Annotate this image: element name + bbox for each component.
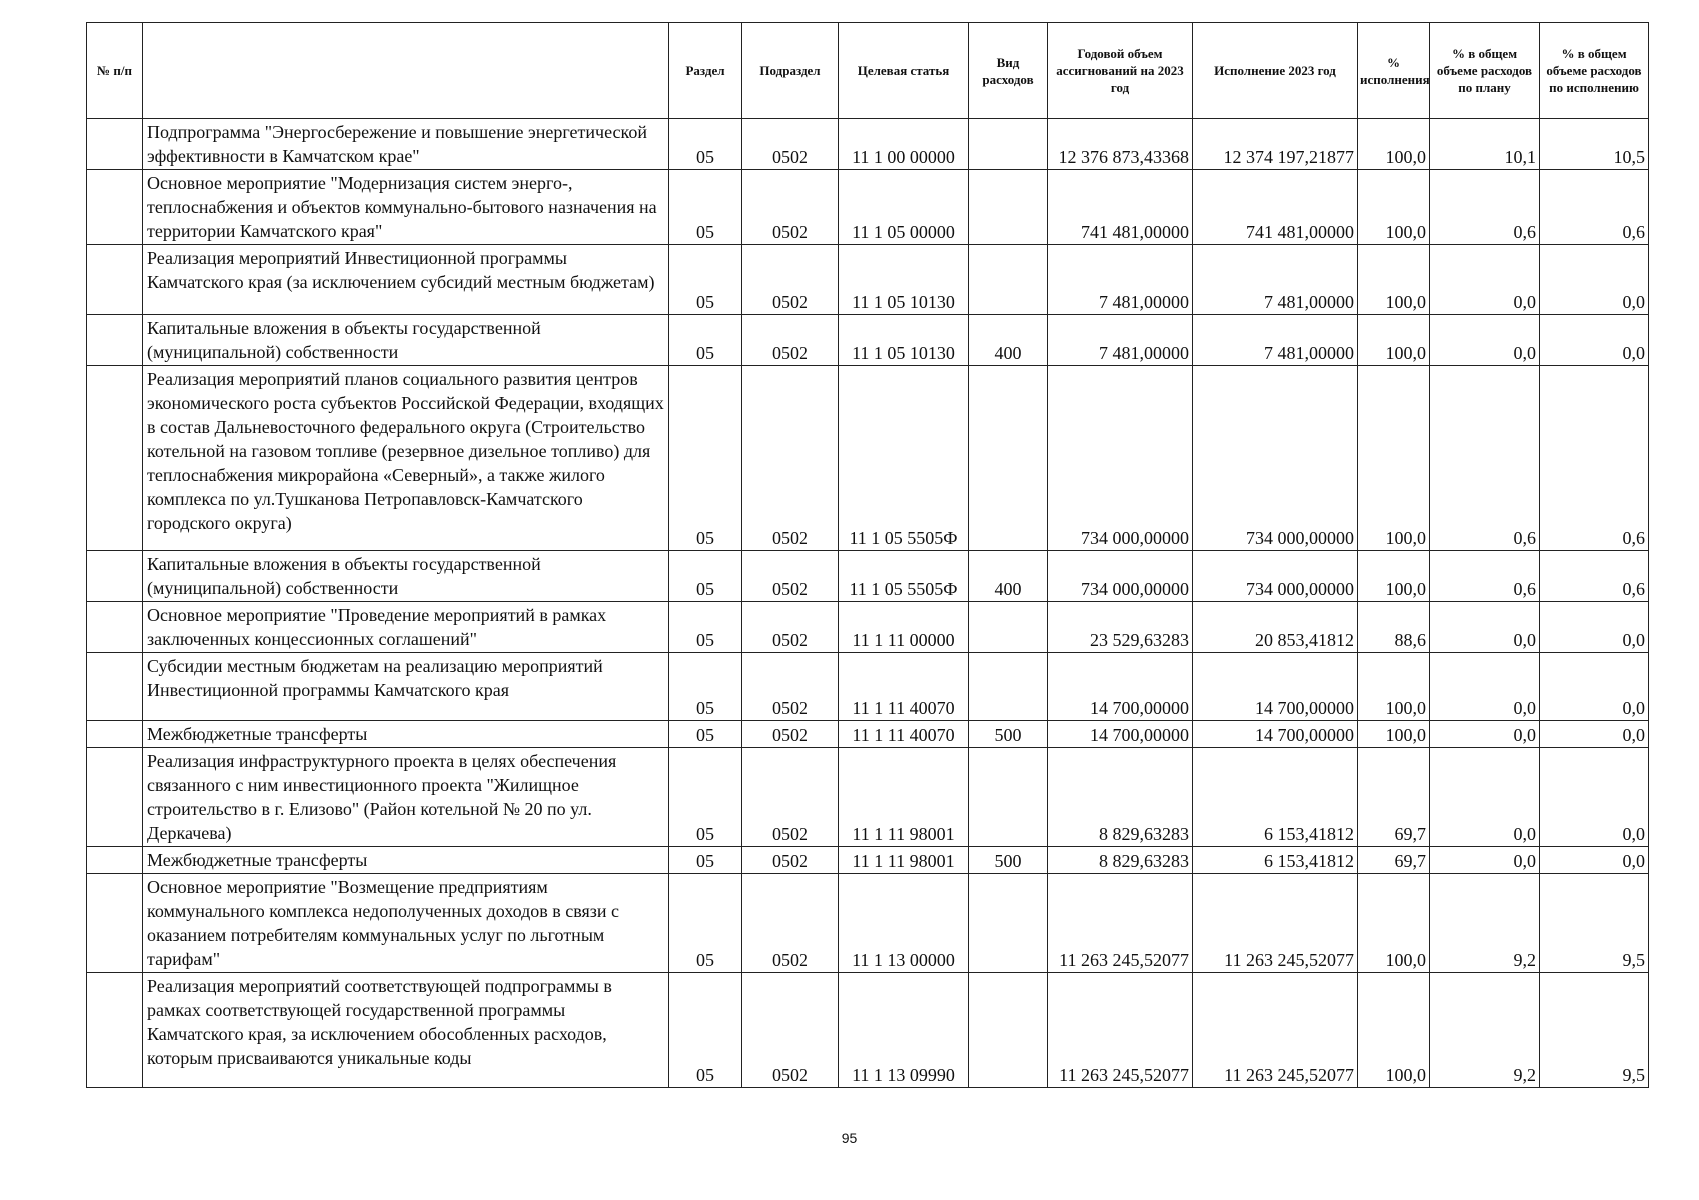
budget-table: [86, 22, 1649, 1088]
row-tselevaya: 11 1 11 98001: [839, 748, 969, 847]
row-name: Основное мероприятие "Проведение мероприятий в рамках заключенных концессионных соглашений": [143, 602, 669, 653]
header-fact: Исполнение 2023 год: [1193, 23, 1358, 119]
row-tselevaya: 11 1 05 00000: [839, 170, 969, 245]
row-vid: 500: [969, 721, 1048, 748]
row-name: Межбюджетные трансферты: [143, 847, 669, 874]
row-vid: [969, 119, 1048, 170]
row-podrazdel: 0502: [742, 874, 839, 973]
row-tselevaya: 11 1 05 10130: [839, 315, 969, 366]
header-razdel: Раздел: [669, 23, 742, 119]
row-fact: 734 000,00000: [1193, 551, 1358, 602]
row-plan: 7 481,00000: [1048, 315, 1193, 366]
row-plan: 23 529,63283: [1048, 602, 1193, 653]
row-podrazdel: 0502: [742, 245, 839, 315]
row-name: Подпрограмма "Энергосбережение и повышение энергетической эффективности в Камчатском крае": [143, 119, 669, 170]
row-share-plan: 0,0: [1430, 315, 1540, 366]
row-plan: 8 829,63283: [1048, 847, 1193, 874]
header-name: [143, 23, 669, 119]
row-share-plan: 9,2: [1430, 874, 1540, 973]
row-pct: 100,0: [1358, 973, 1430, 1088]
row-vid: 400: [969, 315, 1048, 366]
table-row: [87, 973, 1649, 1088]
row-share-fact: 0,0: [1540, 847, 1649, 874]
header-pct: % исполнения: [1358, 23, 1430, 119]
row-vid: [969, 170, 1048, 245]
row-tselevaya: 11 1 00 00000: [839, 119, 969, 170]
row-vid: [969, 653, 1048, 721]
row-vid: [969, 245, 1048, 315]
row-razdel: 05: [669, 602, 742, 653]
row-razdel: 05: [669, 847, 742, 874]
header-vid: Вид расходов: [969, 23, 1048, 119]
row-num: [87, 315, 143, 366]
row-fact: 734 000,00000: [1193, 366, 1358, 551]
row-plan: 11 263 245,52077: [1048, 973, 1193, 1088]
table-header-row: [87, 23, 1649, 119]
row-num: [87, 170, 143, 245]
table-row: [87, 551, 1649, 602]
row-share-fact: 0,0: [1540, 602, 1649, 653]
row-fact: 14 700,00000: [1193, 653, 1358, 721]
table-row: [87, 170, 1649, 245]
table-body: [87, 119, 1649, 1088]
row-pct: 69,7: [1358, 748, 1430, 847]
row-name: Субсидии местным бюджетам на реализацию мероприятий Инвестиционной программы Камчатского края: [143, 653, 669, 721]
row-tselevaya: 11 1 05 5505Ф: [839, 366, 969, 551]
row-fact: 20 853,41812: [1193, 602, 1358, 653]
row-tselevaya: 11 1 13 09990: [839, 973, 969, 1088]
row-pct: 100,0: [1358, 170, 1430, 245]
row-pct: 100,0: [1358, 315, 1430, 366]
row-share-plan: 0,0: [1430, 602, 1540, 653]
row-tselevaya: 11 1 11 00000: [839, 602, 969, 653]
row-fact: 11 263 245,52077: [1193, 973, 1358, 1088]
row-plan: 7 481,00000: [1048, 245, 1193, 315]
row-share-plan: 0,6: [1430, 170, 1540, 245]
row-vid: [969, 973, 1048, 1088]
row-tselevaya: 11 1 05 10130: [839, 245, 969, 315]
row-share-plan: 10,1: [1430, 119, 1540, 170]
row-share-fact: 0,6: [1540, 366, 1649, 551]
row-plan: 12 376 873,43368: [1048, 119, 1193, 170]
header-plan: Годовой объем ассигнований на 2023 год: [1048, 23, 1193, 119]
row-pct: 69,7: [1358, 847, 1430, 874]
row-pct: 100,0: [1358, 551, 1430, 602]
row-name: Основное мероприятие "Модернизация систем энерго-, теплоснабжения и объектов коммунально-бытового назначения на территории Камчатского края": [143, 170, 669, 245]
row-share-plan: 0,0: [1430, 748, 1540, 847]
row-name: Капитальные вложения в объекты государственной (муниципальной) собственности: [143, 315, 669, 366]
row-num: [87, 119, 143, 170]
row-podrazdel: 0502: [742, 366, 839, 551]
row-share-fact: 0,6: [1540, 551, 1649, 602]
row-podrazdel: 0502: [742, 973, 839, 1088]
row-share-fact: 0,0: [1540, 653, 1649, 721]
table-row: [87, 602, 1649, 653]
row-razdel: 05: [669, 874, 742, 973]
row-podrazdel: 0502: [742, 748, 839, 847]
table-row: [87, 366, 1649, 551]
row-razdel: 05: [669, 315, 742, 366]
row-num: [87, 602, 143, 653]
header-share-fact: % в общем объеме расходов по исполнению: [1540, 23, 1649, 119]
row-share-plan: 0,0: [1430, 721, 1540, 748]
row-plan: 734 000,00000: [1048, 551, 1193, 602]
row-num: [87, 653, 143, 721]
row-pct: 100,0: [1358, 245, 1430, 315]
row-razdel: 05: [669, 366, 742, 551]
table-row: [87, 721, 1649, 748]
row-podrazdel: 0502: [742, 847, 839, 874]
row-fact: 6 153,41812: [1193, 748, 1358, 847]
row-pct: 100,0: [1358, 653, 1430, 721]
row-pct: 100,0: [1358, 119, 1430, 170]
row-share-fact: 10,5: [1540, 119, 1649, 170]
row-plan: 734 000,00000: [1048, 366, 1193, 551]
row-share-fact: 0,0: [1540, 748, 1649, 847]
row-pct: 100,0: [1358, 721, 1430, 748]
row-fact: 14 700,00000: [1193, 721, 1358, 748]
row-share-plan: 9,2: [1430, 973, 1540, 1088]
row-vid: [969, 602, 1048, 653]
row-fact: 6 153,41812: [1193, 847, 1358, 874]
row-share-plan: 0,0: [1430, 653, 1540, 721]
row-num: [87, 847, 143, 874]
row-podrazdel: 0502: [742, 119, 839, 170]
row-podrazdel: 0502: [742, 653, 839, 721]
row-razdel: 05: [669, 721, 742, 748]
table-row: [87, 315, 1649, 366]
table-row: [87, 119, 1649, 170]
row-tselevaya: 11 1 11 98001: [839, 847, 969, 874]
row-share-fact: 0,0: [1540, 315, 1649, 366]
row-name: Реализация мероприятий планов социального развития центров экономического роста субъектов Российской Федерации, входящих в состав Дальневосточного федерального округа (Строительство котельной на газовом топливе (резервное дизельное топливо) для теплоснабжения микрорайона «Северный», а также жилого комплекса по ул.Тушканова Петропавловск-Камчатского городского округа): [143, 366, 669, 551]
row-num: [87, 748, 143, 847]
table-row: [87, 245, 1649, 315]
row-razdel: 05: [669, 748, 742, 847]
row-plan: 8 829,63283: [1048, 748, 1193, 847]
row-plan: 741 481,00000: [1048, 170, 1193, 245]
row-vid: [969, 748, 1048, 847]
row-plan: 11 263 245,52077: [1048, 874, 1193, 973]
header-num: № п/п: [87, 23, 143, 119]
row-name: Основное мероприятие "Возмещение предприятиям коммунального комплекса недополученных доходов в связи с оказанием потребителям коммунальных услуг по льготным тарифам": [143, 874, 669, 973]
row-plan: 14 700,00000: [1048, 653, 1193, 721]
row-razdel: 05: [669, 245, 742, 315]
row-num: [87, 366, 143, 551]
row-vid: 500: [969, 847, 1048, 874]
row-tselevaya: 11 1 11 40070: [839, 721, 969, 748]
row-razdel: 05: [669, 170, 742, 245]
table-row: [87, 653, 1649, 721]
row-fact: 7 481,00000: [1193, 315, 1358, 366]
row-name: Капитальные вложения в объекты государственной (муниципальной) собственности: [143, 551, 669, 602]
row-share-plan: 0,6: [1430, 366, 1540, 551]
row-razdel: 05: [669, 551, 742, 602]
row-num: [87, 721, 143, 748]
table-row: [87, 847, 1649, 874]
row-tselevaya: 11 1 11 40070: [839, 653, 969, 721]
row-podrazdel: 0502: [742, 170, 839, 245]
row-fact: 7 481,00000: [1193, 245, 1358, 315]
row-podrazdel: 0502: [742, 315, 839, 366]
row-vid: 400: [969, 551, 1048, 602]
header-share-plan: % в общем объеме расходов по плану: [1430, 23, 1540, 119]
row-share-fact: 0,0: [1540, 721, 1649, 748]
row-fact: 11 263 245,52077: [1193, 874, 1358, 973]
row-share-fact: 0,0: [1540, 245, 1649, 315]
row-razdel: 05: [669, 973, 742, 1088]
row-name: Реализация мероприятий соответствующей подпрограммы в рамках соответствующей государственной программы Камчатского края, за исключением обособленных расходов, которым присваиваются уникальные коды: [143, 973, 669, 1088]
row-fact: 12 374 197,21877: [1193, 119, 1358, 170]
row-pct: 100,0: [1358, 874, 1430, 973]
table-row: [87, 748, 1649, 847]
row-name: Межбюджетные трансферты: [143, 721, 669, 748]
row-num: [87, 874, 143, 973]
header-podrazdel: Подраздел: [742, 23, 839, 119]
row-podrazdel: 0502: [742, 721, 839, 748]
row-share-plan: 0,0: [1430, 245, 1540, 315]
row-pct: 100,0: [1358, 366, 1430, 551]
row-num: [87, 551, 143, 602]
row-share-fact: 0,6: [1540, 170, 1649, 245]
row-share-fact: 9,5: [1540, 874, 1649, 973]
row-podrazdel: 0502: [742, 602, 839, 653]
row-podrazdel: 0502: [742, 551, 839, 602]
table-row: [87, 874, 1649, 973]
row-fact: 741 481,00000: [1193, 170, 1358, 245]
row-num: [87, 973, 143, 1088]
row-share-fact: 9,5: [1540, 973, 1649, 1088]
row-razdel: 05: [669, 653, 742, 721]
page-number: 95: [841, 1130, 858, 1146]
row-name: Реализация мероприятий Инвестиционной программы Камчатского края (за исключением субсидий местным бюджетам): [143, 245, 669, 315]
row-share-plan: 0,0: [1430, 847, 1540, 874]
row-name: Реализация инфраструктурного проекта в целях обеспечения связанного с ним инвестиционного проекта "Жилищное строительство в г. Елизово" (Район котельной № 20 по ул. Деркачева): [143, 748, 669, 847]
row-vid: [969, 366, 1048, 551]
row-tselevaya: 11 1 05 5505Ф: [839, 551, 969, 602]
row-share-plan: 0,6: [1430, 551, 1540, 602]
header-tselevaya: Целевая статья: [839, 23, 969, 119]
row-num: [87, 245, 143, 315]
row-razdel: 05: [669, 119, 742, 170]
row-pct: 88,6: [1358, 602, 1430, 653]
row-vid: [969, 874, 1048, 973]
row-plan: 14 700,00000: [1048, 721, 1193, 748]
row-tselevaya: 11 1 13 00000: [839, 874, 969, 973]
